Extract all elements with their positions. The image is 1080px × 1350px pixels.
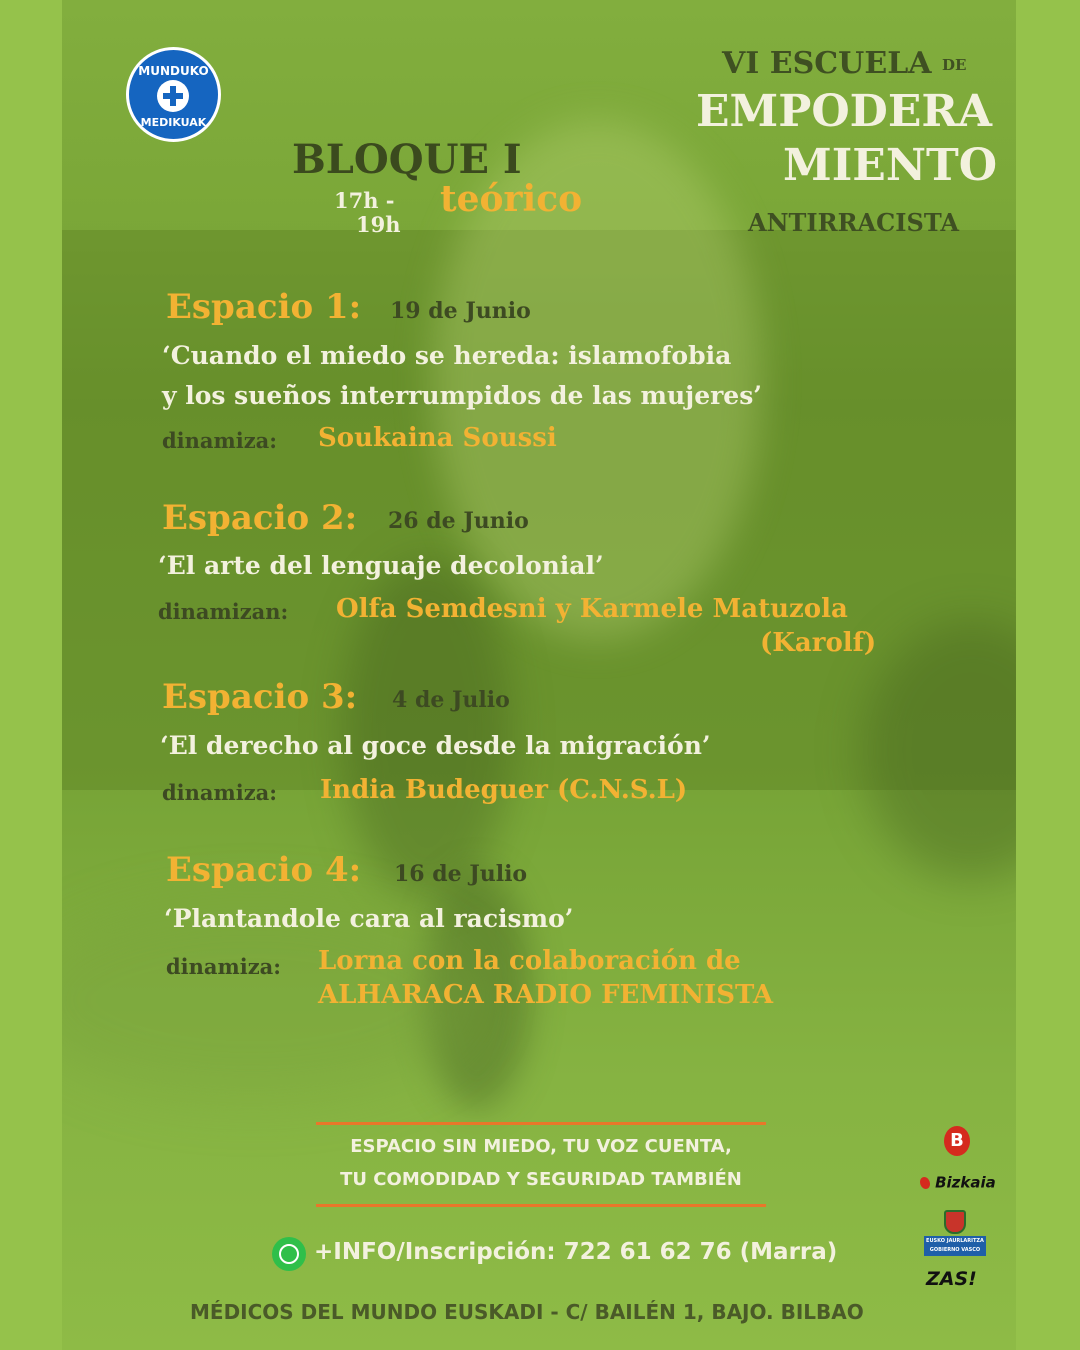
gobierno-vasco-logo [924,1210,986,1256]
session-title-line1: ‘Plantandole cara al racismo’ [164,904,574,933]
gov-line1: EUSKO JAURLARITZA [926,1238,984,1244]
coat-of-arms-icon [944,1210,966,1234]
contact-info: +INFO/Inscripción: 722 61 62 76 (Marra) [314,1239,838,1265]
session-label: Espacio 1: [166,287,362,327]
logo-text-bottom: MEDIKUAK [140,116,207,129]
school-line2: EMPODERA [696,86,993,137]
gov-line2: GOBIERNO VASCO [929,1247,981,1253]
session-date: 19 de Junio [390,298,531,324]
logo-text-top: MUNDUKO [138,64,209,78]
school-line1: VI ESCUELA [722,46,932,81]
bizkaia-logo [920,1172,996,1196]
notice-line1: ESPACIO SIN MIEDO, TU VOZ CUENTA, [350,1136,732,1157]
bilbao-logo: B [944,1126,970,1156]
session-role: dinamiza: [162,780,278,805]
notice-divider-top [316,1122,766,1125]
bizkaia-text: Bizkaia [935,1173,996,1192]
session-title-line1: ‘El derecho al goce desde la migración’ [160,731,711,760]
session-host: Lorna con la colaboración de [318,946,741,976]
block-title: BLOQUE I [292,136,522,183]
whatsapp-icon [272,1237,306,1271]
school-de: DE [942,56,967,74]
session-label: Espacio 2: [162,498,358,538]
session-date: 4 de Julio [392,687,510,713]
session-host: India Budeguer (C.N.S.L) [320,775,688,805]
notice-line2: TU COMODIDAD Y SEGURIDAD TAMBIÉN [340,1169,742,1190]
school-line4: ANTIRRACISTA [748,208,959,237]
session-title-line2: y los sueños interrumpidos de las mujeres’ [162,381,762,410]
cross-dove-icon [157,80,189,112]
session-host: Olfa Semdesni y Karmele Matuzola [336,594,848,624]
session-label: Espacio 3: [162,677,358,717]
address: MÉDICOS DEL MUNDO EUSKADI - C/ BAILÉN 1, BAJO. BILBAO [190,1300,864,1324]
notice-divider-bottom [316,1204,766,1207]
zas-logo: ZAS! [926,1268,977,1290]
session-role: dinamiza: [166,954,282,979]
session-host-line2: (Karolf) [760,628,877,658]
session-host: Soukaina Soussi [318,423,557,453]
session-date: 16 de Julio [394,861,528,887]
block-kind: teórico [440,178,583,220]
block-time-end: 19h [356,212,401,237]
block-time-start: 17h - [334,188,395,213]
session-title-line1: ‘El arte del lenguaje decolonial’ [158,551,604,580]
session-role: dinamiza: [162,428,278,453]
left-border [0,0,62,1350]
right-border [1016,0,1080,1350]
session-title-line1: ‘Cuando el miedo se hereda: islamofobia [162,341,732,370]
session-date: 26 de Junio [388,508,529,534]
session-label: Espacio 4: [166,850,362,890]
school-line3: MIENTO [783,140,998,191]
session-host-line2: ALHARACA RADIO FEMINISTA [318,980,774,1010]
bizkaia-leaf-icon [920,1177,930,1189]
munduko-medikuak-logo [126,47,221,142]
session-role: dinamizan: [158,599,289,624]
